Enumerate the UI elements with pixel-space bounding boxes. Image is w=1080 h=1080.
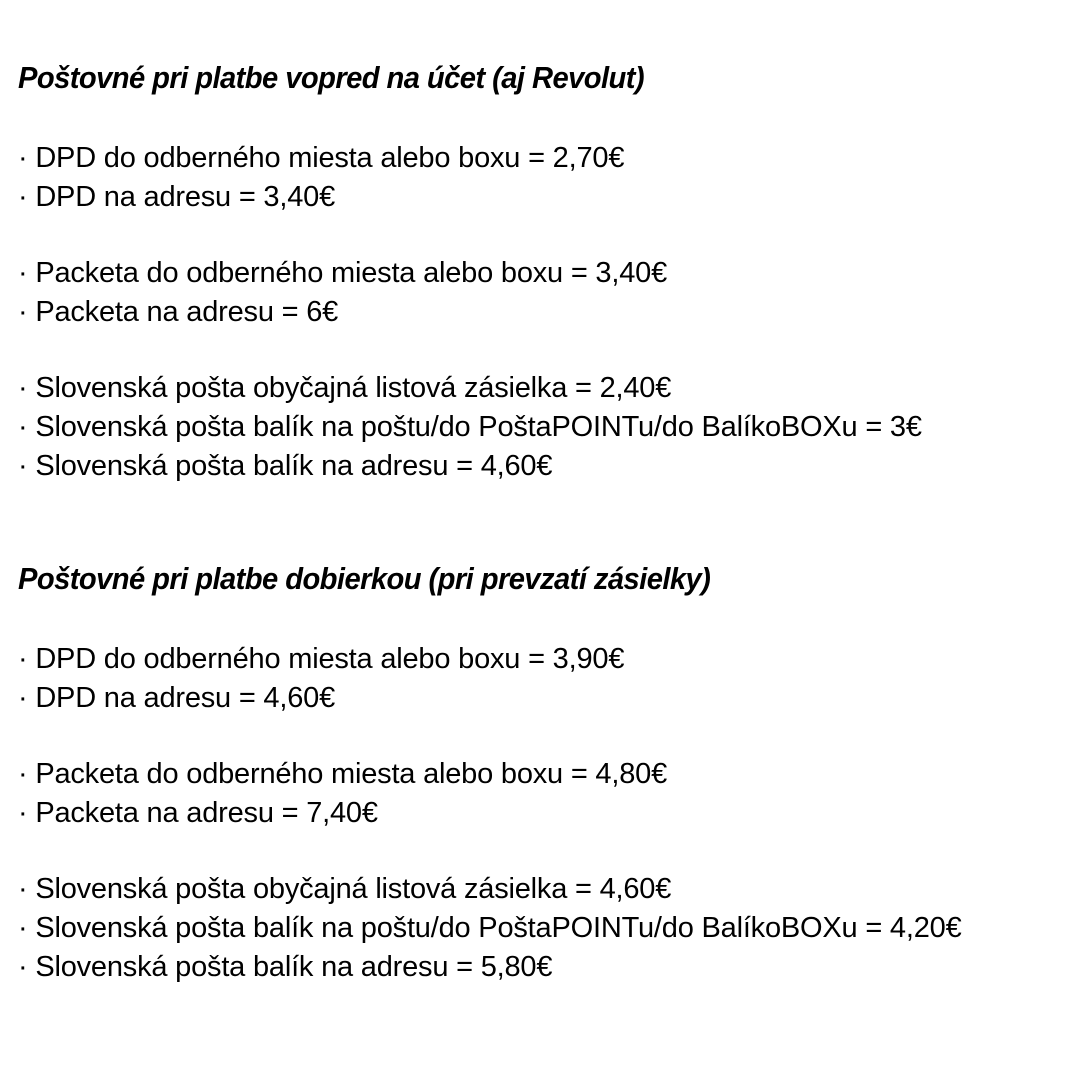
price-line: · Slovenská pošta obyčajná listová zásielka = 4,60€ bbox=[18, 873, 672, 905]
price-line: · DPD na adresu = 4,60€ bbox=[18, 682, 336, 714]
section-body-cash-on-delivery bbox=[18, 640, 1060, 987]
price-line: · DPD do odberného miesta alebo boxu = 3,90€ bbox=[18, 643, 625, 675]
price-line: · Slovenská pošta balík na poštu/do PoštaPOINTu/do BalíkoBOXu = 4,20€ bbox=[18, 912, 962, 944]
price-group bbox=[18, 139, 1060, 217]
price-line: · Slovenská pošta balík na adresu = 4,60€ bbox=[18, 450, 553, 482]
section-body-prepayment bbox=[18, 139, 1060, 486]
price-line: · Slovenská pošta obyčajná listová zásielka = 2,40€ bbox=[18, 372, 672, 404]
price-line: · Slovenská pošta balík na adresu = 5,80€ bbox=[18, 951, 553, 983]
price-group bbox=[18, 755, 1060, 833]
price-group bbox=[18, 369, 1060, 486]
price-group bbox=[18, 640, 1060, 718]
section-heading-cash-on-delivery: Poštovné pri platbe dobierkou (pri prevzatí zásielky) bbox=[18, 561, 711, 596]
price-line: · Packeta na adresu = 6€ bbox=[18, 296, 339, 328]
price-line: · DPD na adresu = 3,40€ bbox=[18, 181, 336, 213]
price-line: · Packeta na adresu = 7,40€ bbox=[18, 797, 378, 829]
section-heading-prepayment: Poštovné pri platbe vopred na účet (aj Revolut) bbox=[18, 60, 645, 95]
section-prepayment bbox=[18, 62, 1060, 486]
price-group bbox=[18, 870, 1060, 987]
price-line: · DPD do odberného miesta alebo boxu = 2,70€ bbox=[18, 142, 625, 174]
price-line: · Slovenská pošta balík na poštu/do PoštaPOINTu/do BalíkoBOXu = 3€ bbox=[18, 411, 922, 443]
price-line: · Packeta do odberného miesta alebo boxu = 4,80€ bbox=[18, 758, 668, 790]
price-line: · Packeta do odberného miesta alebo boxu = 3,40€ bbox=[18, 257, 668, 289]
section-cash-on-delivery bbox=[18, 563, 1060, 987]
price-group bbox=[18, 254, 1060, 332]
